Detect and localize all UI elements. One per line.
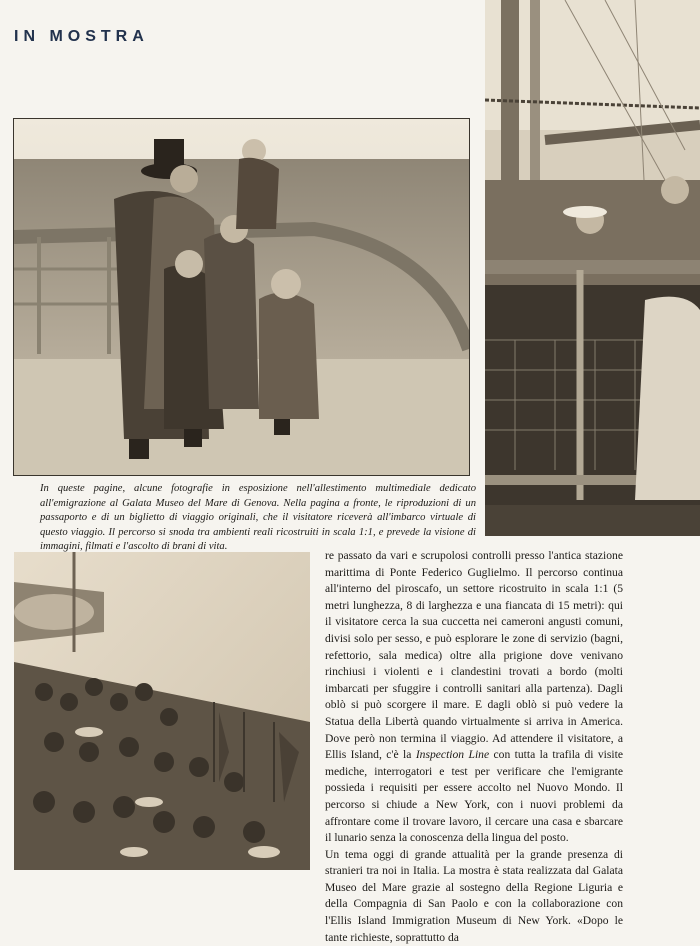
section-label: IN MOSTRA bbox=[14, 28, 149, 45]
emigrants-crowd-on-deck-photo bbox=[14, 552, 310, 870]
ship-rigging-and-rail-photo bbox=[485, 0, 700, 536]
article-paragraph: Un tema oggi di grande attualità per la grande presenza di stranieri tra noi in Italia. La mostra è stata realizzata dal Galata Museo del Mare grazie al sostegno della Regione Liguria e della Compagnia di San Paolo e con la collaborazione con l'Ellis Island Immigration Museum di New York. «Dopo le tante richieste, soprattutto da bbox=[325, 847, 623, 944]
article-text: re passato da vari e scrupolosi controlli presso l'antica stazione marittima di Ponte Federico Guglielmo. Il percorso continua all'interno del piroscafo, un settore ricostruito in scala 1:1 (5 metri lunghezza, 8 di larghezza e una fiancata di 15 metri): qui il visitatore cerca la sua cuccetta nei cameroni angusti comuni, divisi solo per sesso, e può esplorare le zone di servizio (bagni, refettorio, sala medica) oltre alla prigione dove venivano rinchiusi i violenti e i clandestini trovati a bordo (molti imbarcati per sfuggire i controlli sanitari alla partenza). Dagli oblò si può scorgere il mare. E dagli oblò si può vedere la Statua della Libertà quando virtualmente si arriva in America. Dove però non termina il viaggio. Ad attendere il visitatore, a Ellis Island, c'è la bbox=[325, 549, 623, 762]
inspection-line-term: Inspection Line bbox=[415, 748, 490, 762]
article-text: con tutta la trafila di visite mediche, interrogatori e test per verificare che l'emigrante possieda i requisiti per essere accolto nel Nuovo Mondo. Il percorso si chiude a New York, con i nuovi problemi da affrontare come il trovare lavoro, il cercare una casa e sbarcare il lunario senza la conoscenza della lingua del posto. bbox=[325, 748, 623, 845]
article-paragraph bbox=[325, 548, 623, 847]
photo-caption: In queste pagine, alcune fotografie in esposizione nell'allestimento multimediale dedicato all'emigrazione al Galata Museo del Mare di Genova. Nella pagina a fronte, le riproduzioni di un passaporto e di un biglietto di viaggio originali, che il visitatore riceverà all'imbarco virtuale di questo viaggio. Il percorso si snoda tra ambienti reali ricostruiti in scala 1:1, e prevede la visione di immagini, filmati e l'ascolto di brani di vita. bbox=[40, 483, 476, 553]
article-body bbox=[325, 548, 623, 946]
family-on-ship-deck-photo bbox=[13, 118, 470, 476]
